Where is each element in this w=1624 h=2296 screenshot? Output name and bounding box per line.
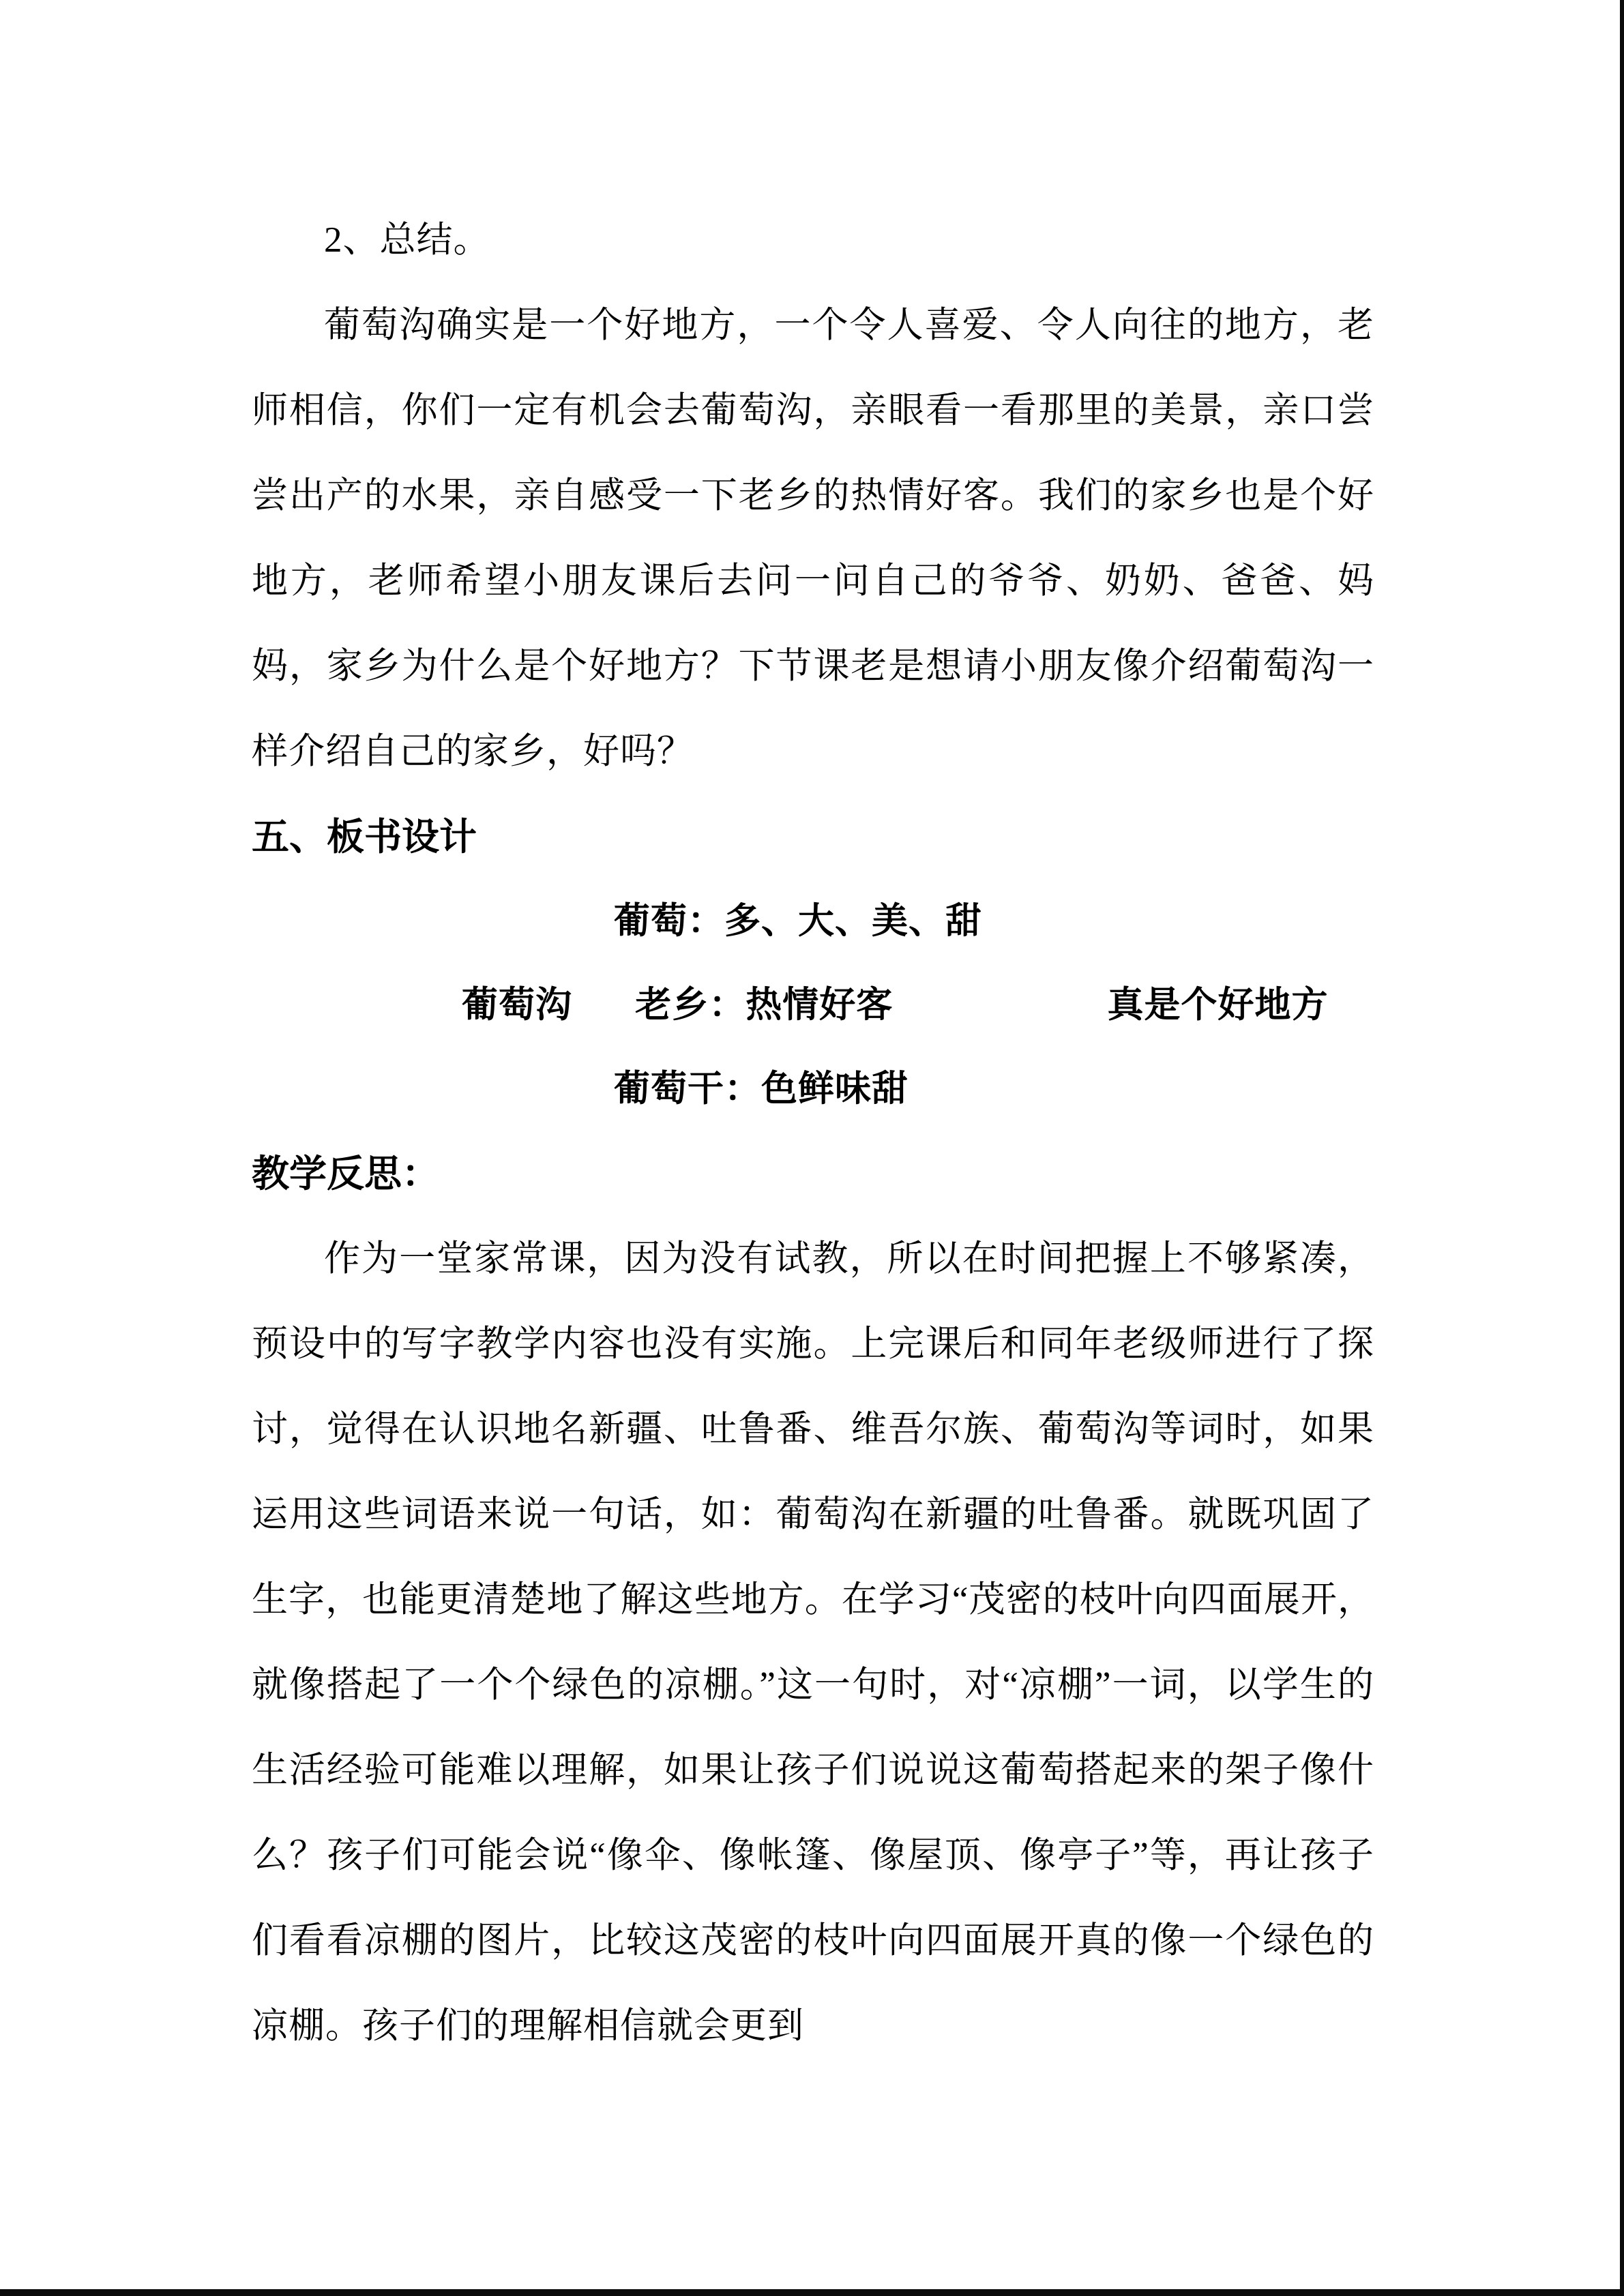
board-design-block [252, 880, 1374, 1131]
board-line-middle [252, 964, 1374, 1047]
summary-label: 2、总结。 [324, 220, 490, 260]
board-line-grapes: 葡萄：多、大、美、甜 [614, 901, 982, 941]
board-conclusion-text: 真是个好地方 [1107, 985, 1329, 1025]
summary-paragraph: 葡萄沟确实是一个好地方，一个令人喜爱、令人向往的地方，老师相信，你们一定有机会去葡萄沟，亲眼看一看那里的美景，亲口尝尝出产的水果，亲自感受一下老乡的热情好客。我们的家乡也是个好地方，老师希望小朋友课后去问一问自己的爷爷、奶奶、爸爸、妈妈，家乡为什么是个好地方？下节课老是想请小朋友像介绍葡萄沟一样介绍自己的家乡，好吗？ [252, 305, 1374, 771]
reflection-paragraph: 作为一堂家常课，因为没有试教，所以在时间把握上不够紧凑，预设中的写字教学内容也没有实施。上完课后和同年老级师进行了探讨，觉得在认识地名新疆、吐鲁番、维吾尔族、葡萄沟等词时，如果运用这些词语来说一句话，如：葡萄沟在新疆的吐鲁番。就既巩固了生字，也能更清楚地了解这些地方。在学习“茂密的枝叶向四面展开，就像搭起了一个个绿色的凉棚。”这一句时，对“凉棚”一词，以学生的生活经验可能难以理解，如果让孩子们说说这葡萄搭起来的架子像什么？孩子们可能会说“像伞、像帐篷、像屋顶、像亭子”等，再让孩子们看看凉棚的图片，比较这茂密的枝叶向四面展开真的像一个绿色的凉棚。孩子们的理解相信就会更到 [252, 1239, 1374, 2046]
board-label-putaogou: 葡萄沟 [462, 985, 572, 1025]
board-line-raisins: 葡萄干：色鲜味甜 [614, 1069, 909, 1109]
board-laoxiang-text: 老乡：热情好客 [635, 985, 894, 1025]
reflection-heading: 教学反思： [252, 1152, 440, 1195]
board-design-heading: 五、板书设计 [252, 816, 477, 858]
